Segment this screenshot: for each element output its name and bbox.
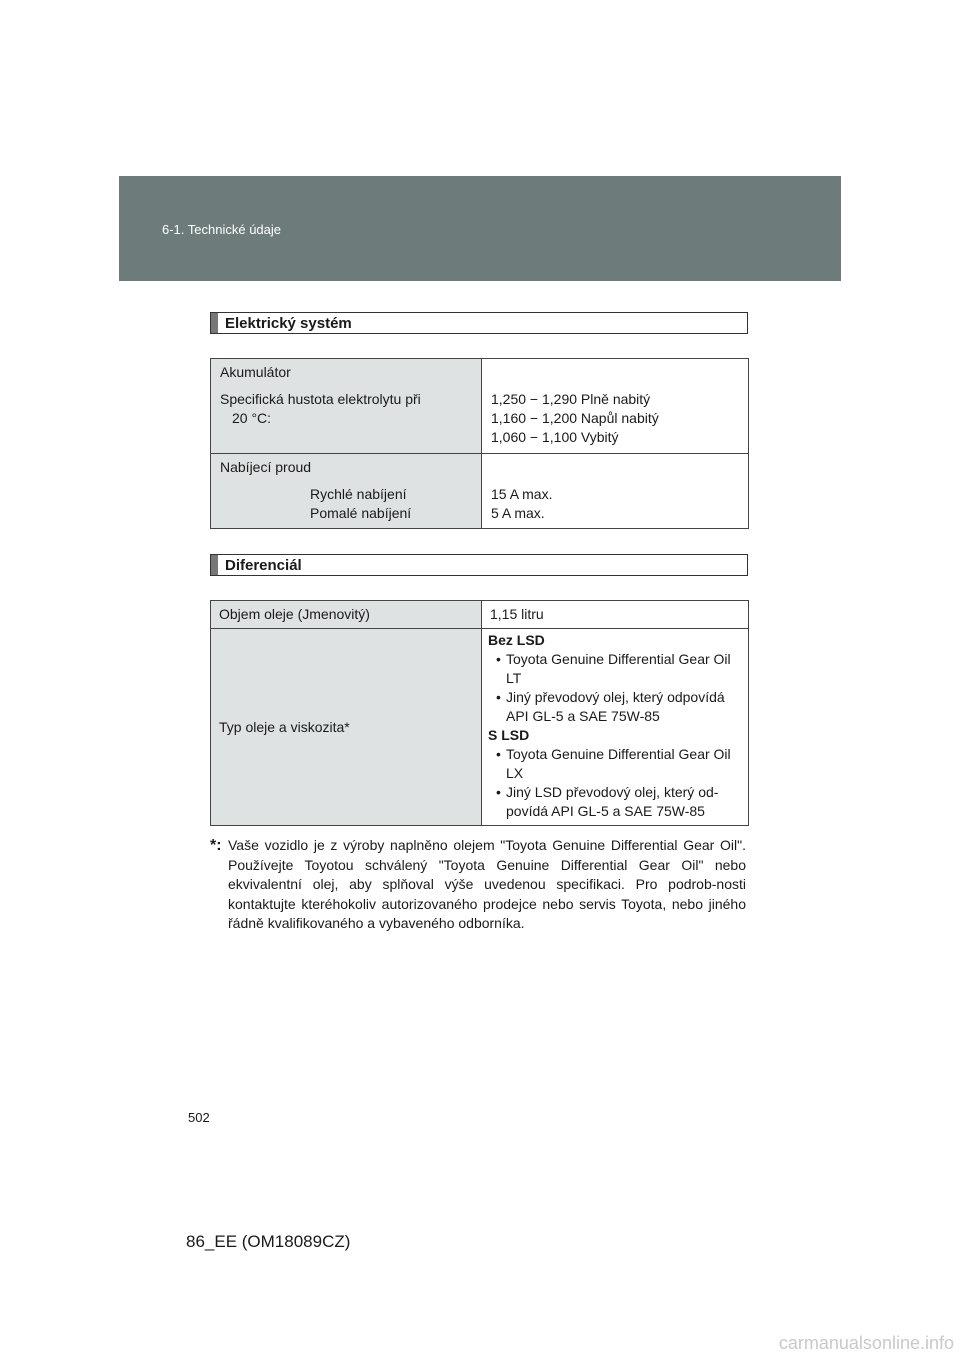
watermark: carmanualsonline.info: [778, 1333, 954, 1353]
charge-label-cell: [211, 454, 482, 529]
list-item: • Jiný převodový olej, který odpovídá API GL-5 a SAE 75W-85: [496, 689, 725, 724]
footnote: [210, 836, 746, 934]
electrical-table: [210, 358, 749, 529]
volume-value: 1,15 litru: [490, 606, 544, 622]
volume-label-cell: [211, 601, 482, 629]
heading-bar: [211, 313, 218, 333]
section-title: 6-1. Technické údaje: [162, 222, 282, 237]
charge-fast-value: 15 A max.: [491, 486, 553, 502]
battery-label: Akumulátor: [220, 364, 291, 380]
table-row: [211, 359, 749, 454]
volume-value-cell: [482, 601, 749, 629]
density-value: 1,160 − 1,200 Napůl nabitý: [491, 410, 659, 426]
electrical-heading: [210, 312, 748, 334]
table-row: [211, 629, 749, 826]
density-value: 1,250 − 1,290 Plně nabitý: [491, 391, 651, 407]
electrical-title: Elektrický systém: [225, 315, 352, 332]
heading-bar: [211, 555, 218, 575]
page-number: 502: [188, 1110, 210, 1125]
no-lsd-title: Bez LSD: [488, 632, 545, 648]
charge-slow-value: 5 A max.: [491, 505, 545, 521]
battery-label-cell: [211, 359, 482, 454]
density-value: 1,060 − 1,100 Vybitý: [491, 429, 619, 445]
charge-label: Nabíjecí proud: [220, 459, 312, 475]
charge-values-cell: [482, 454, 749, 529]
list-item: • Toyota Genuine Differential Gear Oil LX: [496, 746, 731, 781]
differential-title: Diferenciál: [225, 557, 302, 574]
volume-label: Objem oleje (Jmenovitý): [219, 606, 370, 622]
oil-label-cell: [211, 629, 482, 826]
lsd-title: S LSD: [488, 727, 530, 743]
oil-label: Typ oleje a viskozita*: [219, 718, 350, 735]
footnote-text: Vaše vozidlo je z výroby naplněno olejem "Toyota Genuine Differential Gear Oil". Používejte Toyotou schválený "Toyota Genuine Differential Gear Oil" nebo ekvivalentní olej, aby splňoval výše uvedenou specifikaci. Pro podrob-nosti kontaktujte kteréhokoliv autorizovaného prodejce nebo servis Toyota, nebo jiného řádně kvalifikovaného a vybaveného odborníka.: [228, 837, 746, 931]
list-item: • Jiný LSD převodový olej, který od-povídá API GL-5 a SAE 75W-85: [496, 784, 719, 819]
table-row: [211, 454, 749, 529]
differential-heading: [210, 554, 748, 576]
density-label: Specifická hustota elektrolytu při: [220, 391, 421, 407]
header-band: [119, 176, 841, 281]
list-item: • Toyota Genuine Differential Gear Oil LT: [496, 651, 731, 686]
document-code: 86_EE (OM18089CZ): [186, 1232, 351, 1251]
charge-slow-label: Pomalé nabíjení: [310, 505, 412, 521]
density-temp: 20 °C:: [232, 410, 272, 426]
footnote-mark: *:: [210, 837, 222, 854]
charge-fast-label: Rychlé nabíjení: [310, 486, 407, 502]
table-row: [211, 601, 749, 629]
oil-values-cell: [482, 629, 749, 826]
density-values-cell: [482, 359, 749, 454]
differential-table: [210, 600, 749, 826]
